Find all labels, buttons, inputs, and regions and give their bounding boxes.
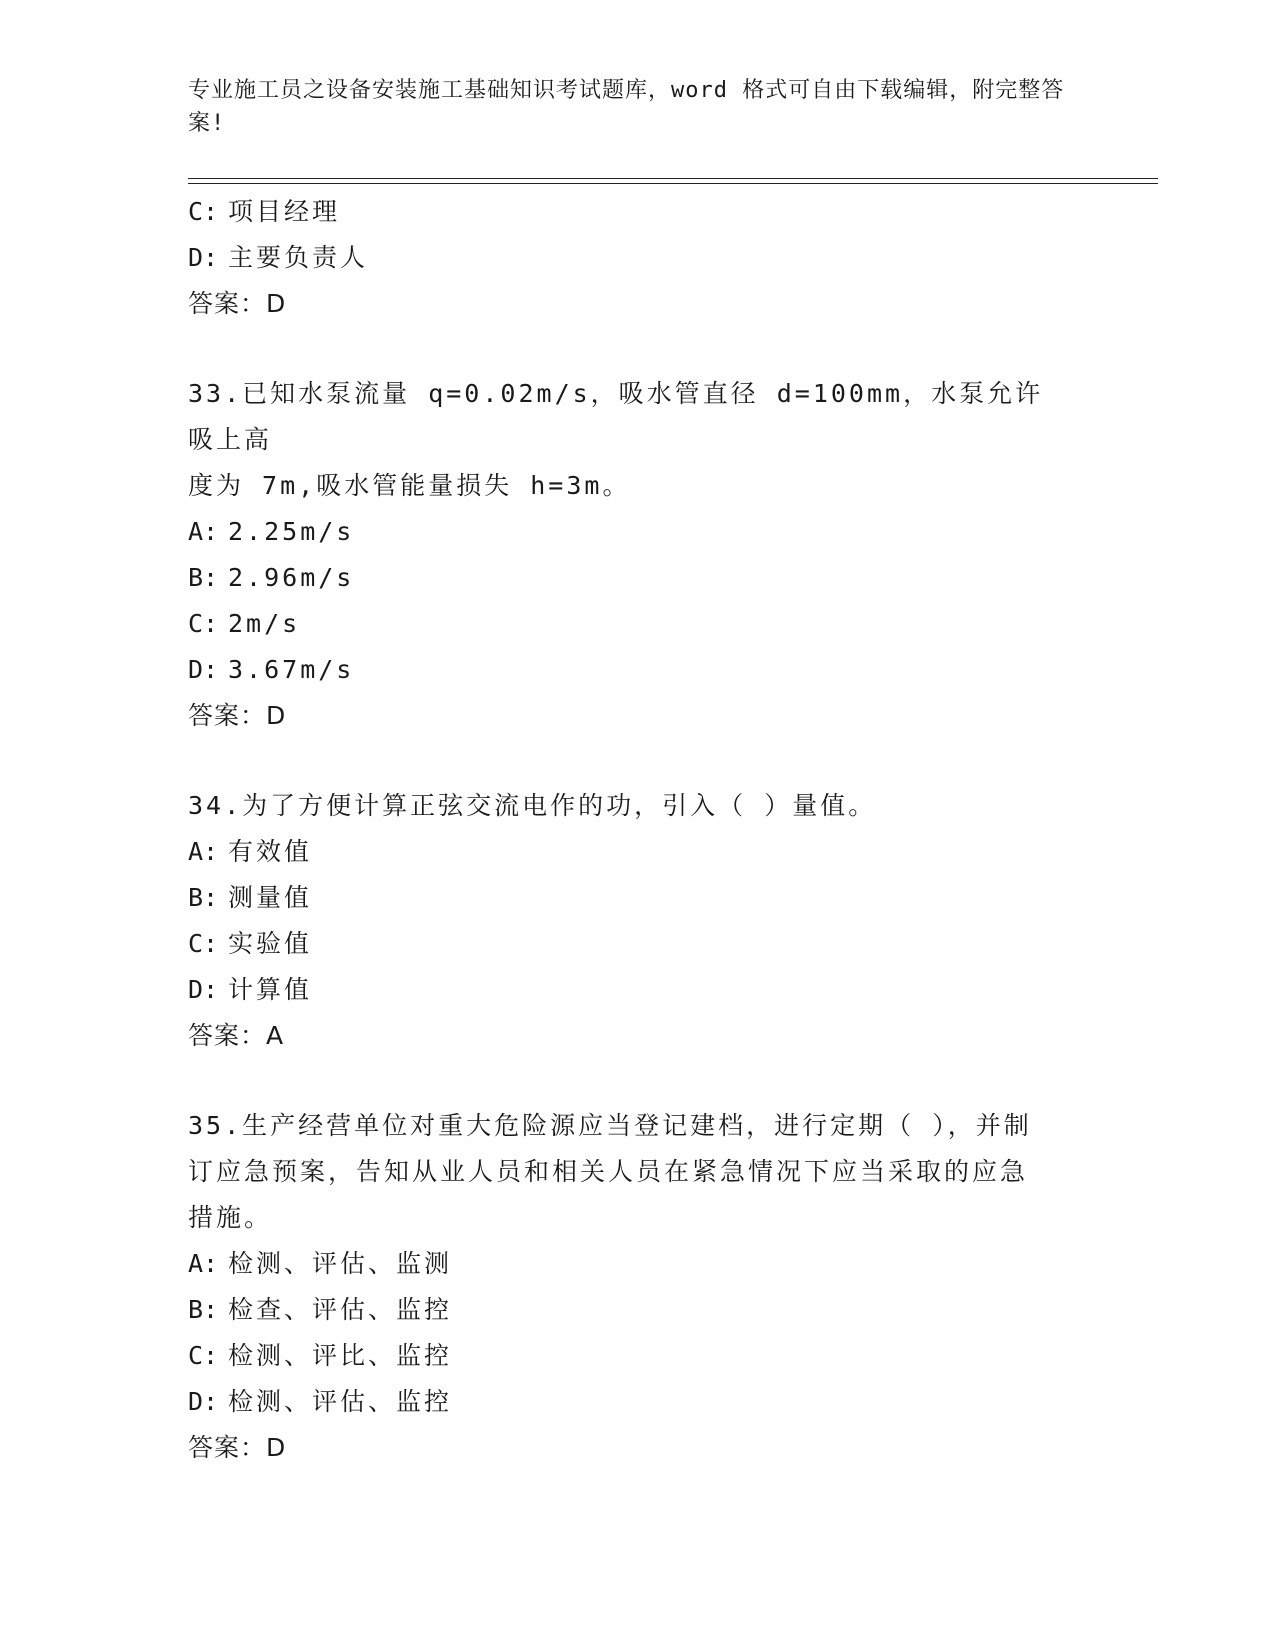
option-letter: D: <box>188 1387 219 1416</box>
answer-line: 答案：D <box>188 701 287 730</box>
option-item <box>188 509 1068 555</box>
option-item <box>188 967 1068 1013</box>
option-item <box>188 921 1068 967</box>
option-letter: B: <box>188 883 219 912</box>
option-text: 检测、评比、监控 <box>228 1341 453 1370</box>
option-text: 主要负责人 <box>228 243 369 272</box>
option-item <box>188 829 1068 875</box>
option-text: 实验值 <box>228 929 313 958</box>
question-list <box>188 189 1068 1471</box>
question-34 <box>188 783 1068 1059</box>
answer-line: 答案：D <box>188 1433 287 1462</box>
option-item <box>188 235 1068 281</box>
continued-question <box>188 189 1068 327</box>
option-item <box>188 601 1068 647</box>
option-letter: C: <box>188 929 219 958</box>
question-stem-line: 33.已知水泵流量 q=0.02m/s，吸水管直径 d=100mm，水泵允许吸上高 <box>188 379 1044 454</box>
option-letter: D: <box>188 243 219 272</box>
page-header: 专业施工员之设备安装施工基础知识考试题库，word 格式可自由下载编辑，附完整答案! <box>188 78 1065 136</box>
answer-line: 答案：A <box>188 1021 285 1050</box>
option-text: 检测、评估、监控 <box>228 1387 453 1416</box>
question-stem-line: 度为 7m,吸水管能量损失 h=3m。 <box>188 471 631 500</box>
option-item <box>188 1379 1068 1425</box>
option-text: 检查、评估、监控 <box>228 1295 453 1324</box>
option-letter: B: <box>188 563 219 592</box>
option-letter: A: <box>188 1249 219 1278</box>
option-item <box>188 189 1068 235</box>
option-text: 有效值 <box>228 837 313 866</box>
option-text: 2.25m/s <box>228 517 355 546</box>
header-divider-bottom <box>188 183 1158 184</box>
question-stem-line: 订应急预案，告知从业人员和相关人员在紧急情况下应当采取的应急 <box>188 1157 1029 1186</box>
option-letter: D: <box>188 975 219 1004</box>
option-text: 2.96m/s <box>228 563 355 592</box>
option-letter: A: <box>188 837 219 866</box>
option-text: 3.67m/s <box>228 655 355 684</box>
question-stem-line: 措施。 <box>188 1203 273 1232</box>
question-stem-line: 34.为了方便计算正弦交流电作的功，引入（ ）量值。 <box>188 791 877 820</box>
question-stem-line: 35.生产经营单位对重大危险源应当登记建档，进行定期（ ），并制 <box>188 1111 1032 1140</box>
option-item <box>188 1287 1068 1333</box>
option-text: 项目经理 <box>228 197 341 226</box>
header-divider-top <box>188 178 1158 179</box>
option-letter: D: <box>188 655 219 684</box>
option-text: 计算值 <box>228 975 313 1004</box>
option-letter: B: <box>188 1295 219 1324</box>
question-33 <box>188 371 1068 739</box>
option-item <box>188 555 1068 601</box>
option-text: 2m/s <box>228 609 301 638</box>
question-35 <box>188 1103 1068 1471</box>
option-text: 检测、评估、监测 <box>228 1249 453 1278</box>
answer-line: 答案：D <box>188 289 287 318</box>
option-item <box>188 875 1068 921</box>
option-letter: C: <box>188 197 219 226</box>
option-item <box>188 1241 1068 1287</box>
option-letter: C: <box>188 609 219 638</box>
option-item <box>188 1333 1068 1379</box>
option-letter: A: <box>188 517 219 546</box>
option-item <box>188 647 1068 693</box>
option-text: 测量值 <box>228 883 313 912</box>
option-letter: C: <box>188 1341 219 1370</box>
